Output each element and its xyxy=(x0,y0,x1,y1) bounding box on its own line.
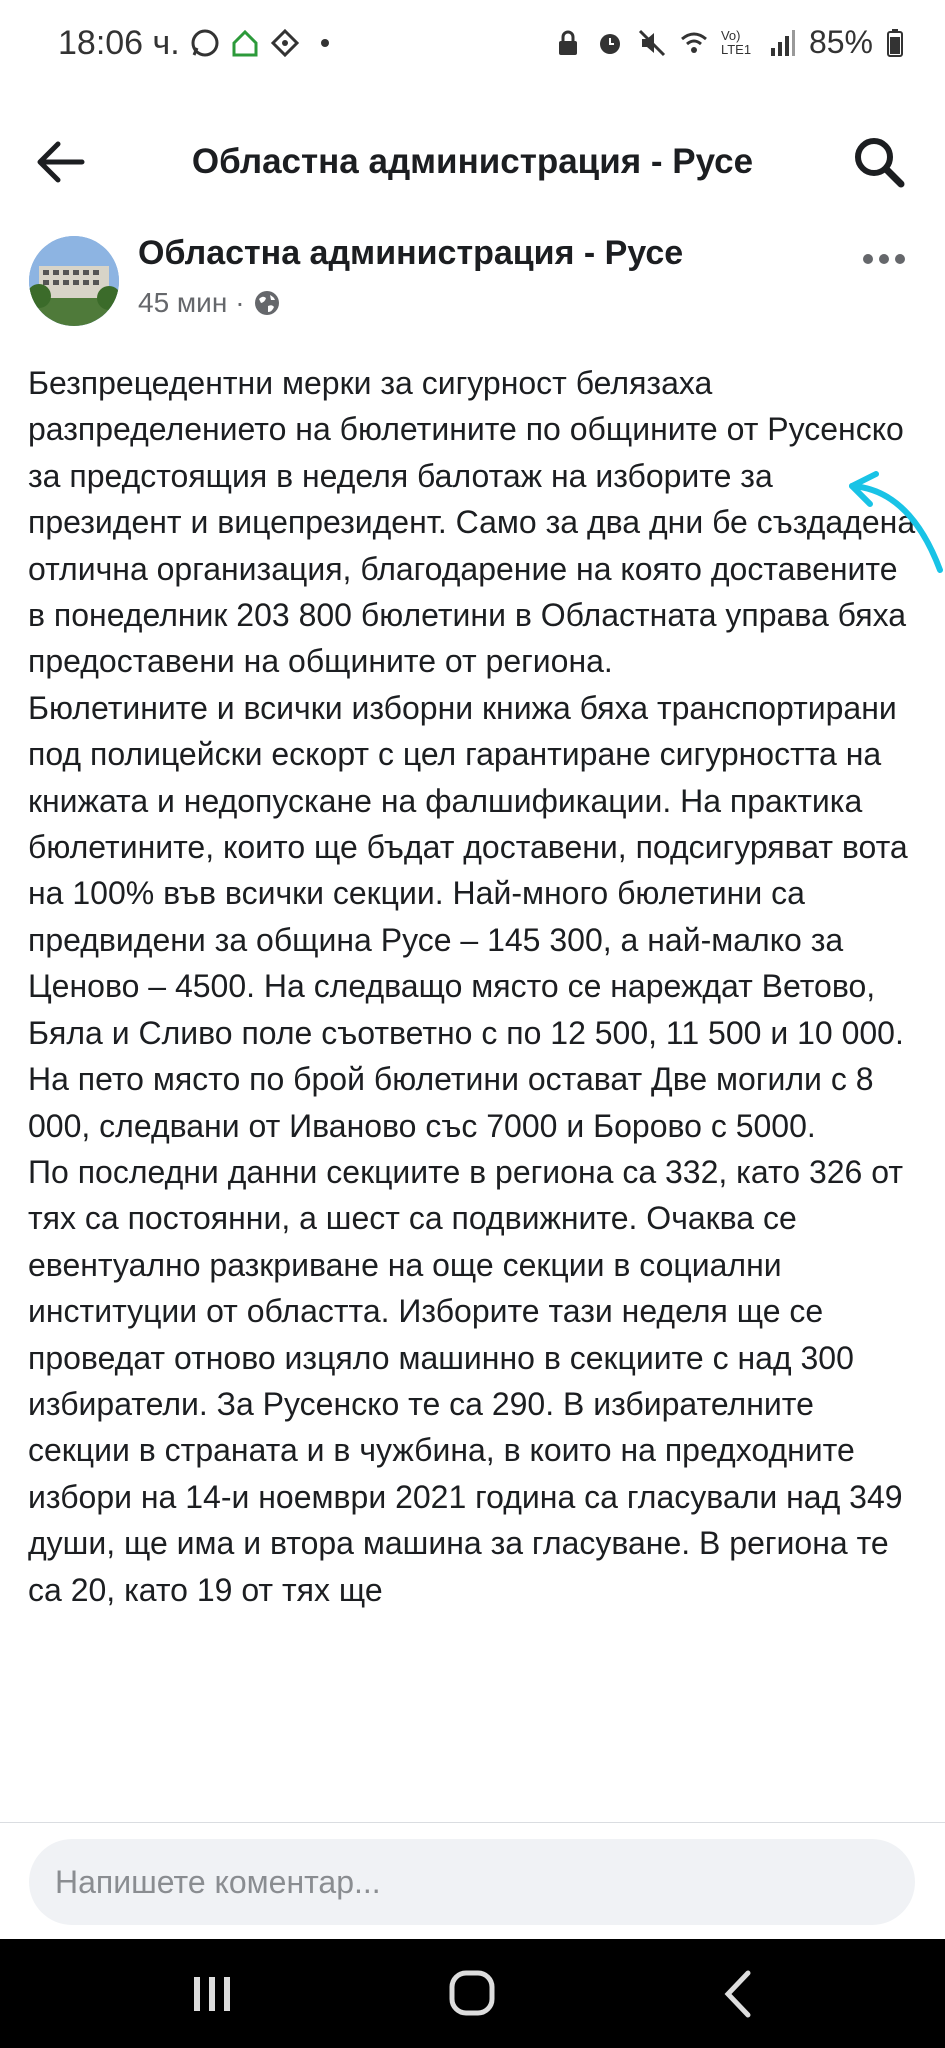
comment-bar xyxy=(0,1822,945,1940)
system-nav-bar xyxy=(0,1939,945,2048)
post-time[interactable]: 45 мин xyxy=(138,287,228,318)
post-paragraph: Безпрецедентни мерки за сигурност белязаха разпределението на бюлетините по общините от Русенско за предстоящия в неделя балотаж на изборите за президент и вицепрезидент. Само за два дни бе създадена отлична организация, благодарение на която доставените в понеделник 203 800 бюлетини в Областната управа бяха предоставени на общините от региона. xyxy=(28,365,916,680)
wifi-icon xyxy=(679,28,709,58)
back-nav-icon[interactable] xyxy=(710,1967,770,2021)
alarm-icon xyxy=(595,28,625,58)
lock-icon xyxy=(553,28,583,58)
status-time: 18:06 ч. xyxy=(58,24,180,62)
recent-apps-icon[interactable] xyxy=(182,1967,242,2021)
meta-separator: · xyxy=(235,287,245,318)
status-system-icons xyxy=(553,24,905,61)
viber-diamond-icon xyxy=(270,28,300,58)
home-nav-icon[interactable] xyxy=(442,1967,502,2021)
status-notification-icons xyxy=(190,28,340,58)
post-meta xyxy=(138,287,281,319)
post-text xyxy=(28,360,918,1822)
page-title: Областна администрация - Русе xyxy=(191,142,754,181)
comment-input[interactable] xyxy=(29,1839,915,1925)
dot-icon xyxy=(310,28,340,58)
signal-icon xyxy=(767,28,797,58)
network-label: Vo) LTE1 xyxy=(720,27,752,57)
app-header xyxy=(0,92,945,232)
arrow-annotation xyxy=(840,470,945,580)
home-icon xyxy=(230,28,260,58)
post-paragraph: Бюлетините и всички изборни книжа бяха транспортирани под полицейски ескорт с цел гарантиране сигурността на книжата и недопускане на фалшификации. На практика бюлетините, които ще бъдат доставени, подсигуряват вота на 100% във всички секции. Най-много бюлетини са предвидени за община Русе – 145 300, а най-малко за Ценово – 4500. На следващо място се нареждат Ветово, Бяла и Сливо поле съответно с по 12 500, 11 500 и 10 000. На пето място по брой бюлетини остават Две могили с 8 000, следвани от Иваново със 7000 и Борово с 5000. xyxy=(28,689,908,1144)
battery-icon xyxy=(885,28,905,58)
post-author[interactable]: Областна администрация - Русе xyxy=(138,234,684,272)
avatar[interactable] xyxy=(29,236,119,326)
avatar-building-image xyxy=(29,236,119,326)
globe-icon xyxy=(253,289,281,317)
search-icon[interactable] xyxy=(849,132,909,192)
post-paragraph: По последни данни секциите в региона са 332, като 326 от тях са постоянни, а шест са подвижните. Очаква се евентуално разкриване на още секции в социални институции от областта. Изборите тази неделя ще се проведат отново изцяло машинно в секциите с над 300 избиратели. За Русенско те са 290. В избирателните секции в страната и в чужбина, в които на предходните избори на 14-и ноември 2021 година са гласували над 349 души, ще има и втора машина за гласуване. В региона те са 20, като 19 от тях ще xyxy=(28,1153,903,1608)
mute-icon xyxy=(637,28,667,58)
whatsapp-icon xyxy=(190,28,220,58)
post-header xyxy=(0,232,945,352)
more-options-icon[interactable] xyxy=(859,244,909,274)
status-bar xyxy=(0,0,945,92)
battery-percent: 85% xyxy=(808,24,873,60)
